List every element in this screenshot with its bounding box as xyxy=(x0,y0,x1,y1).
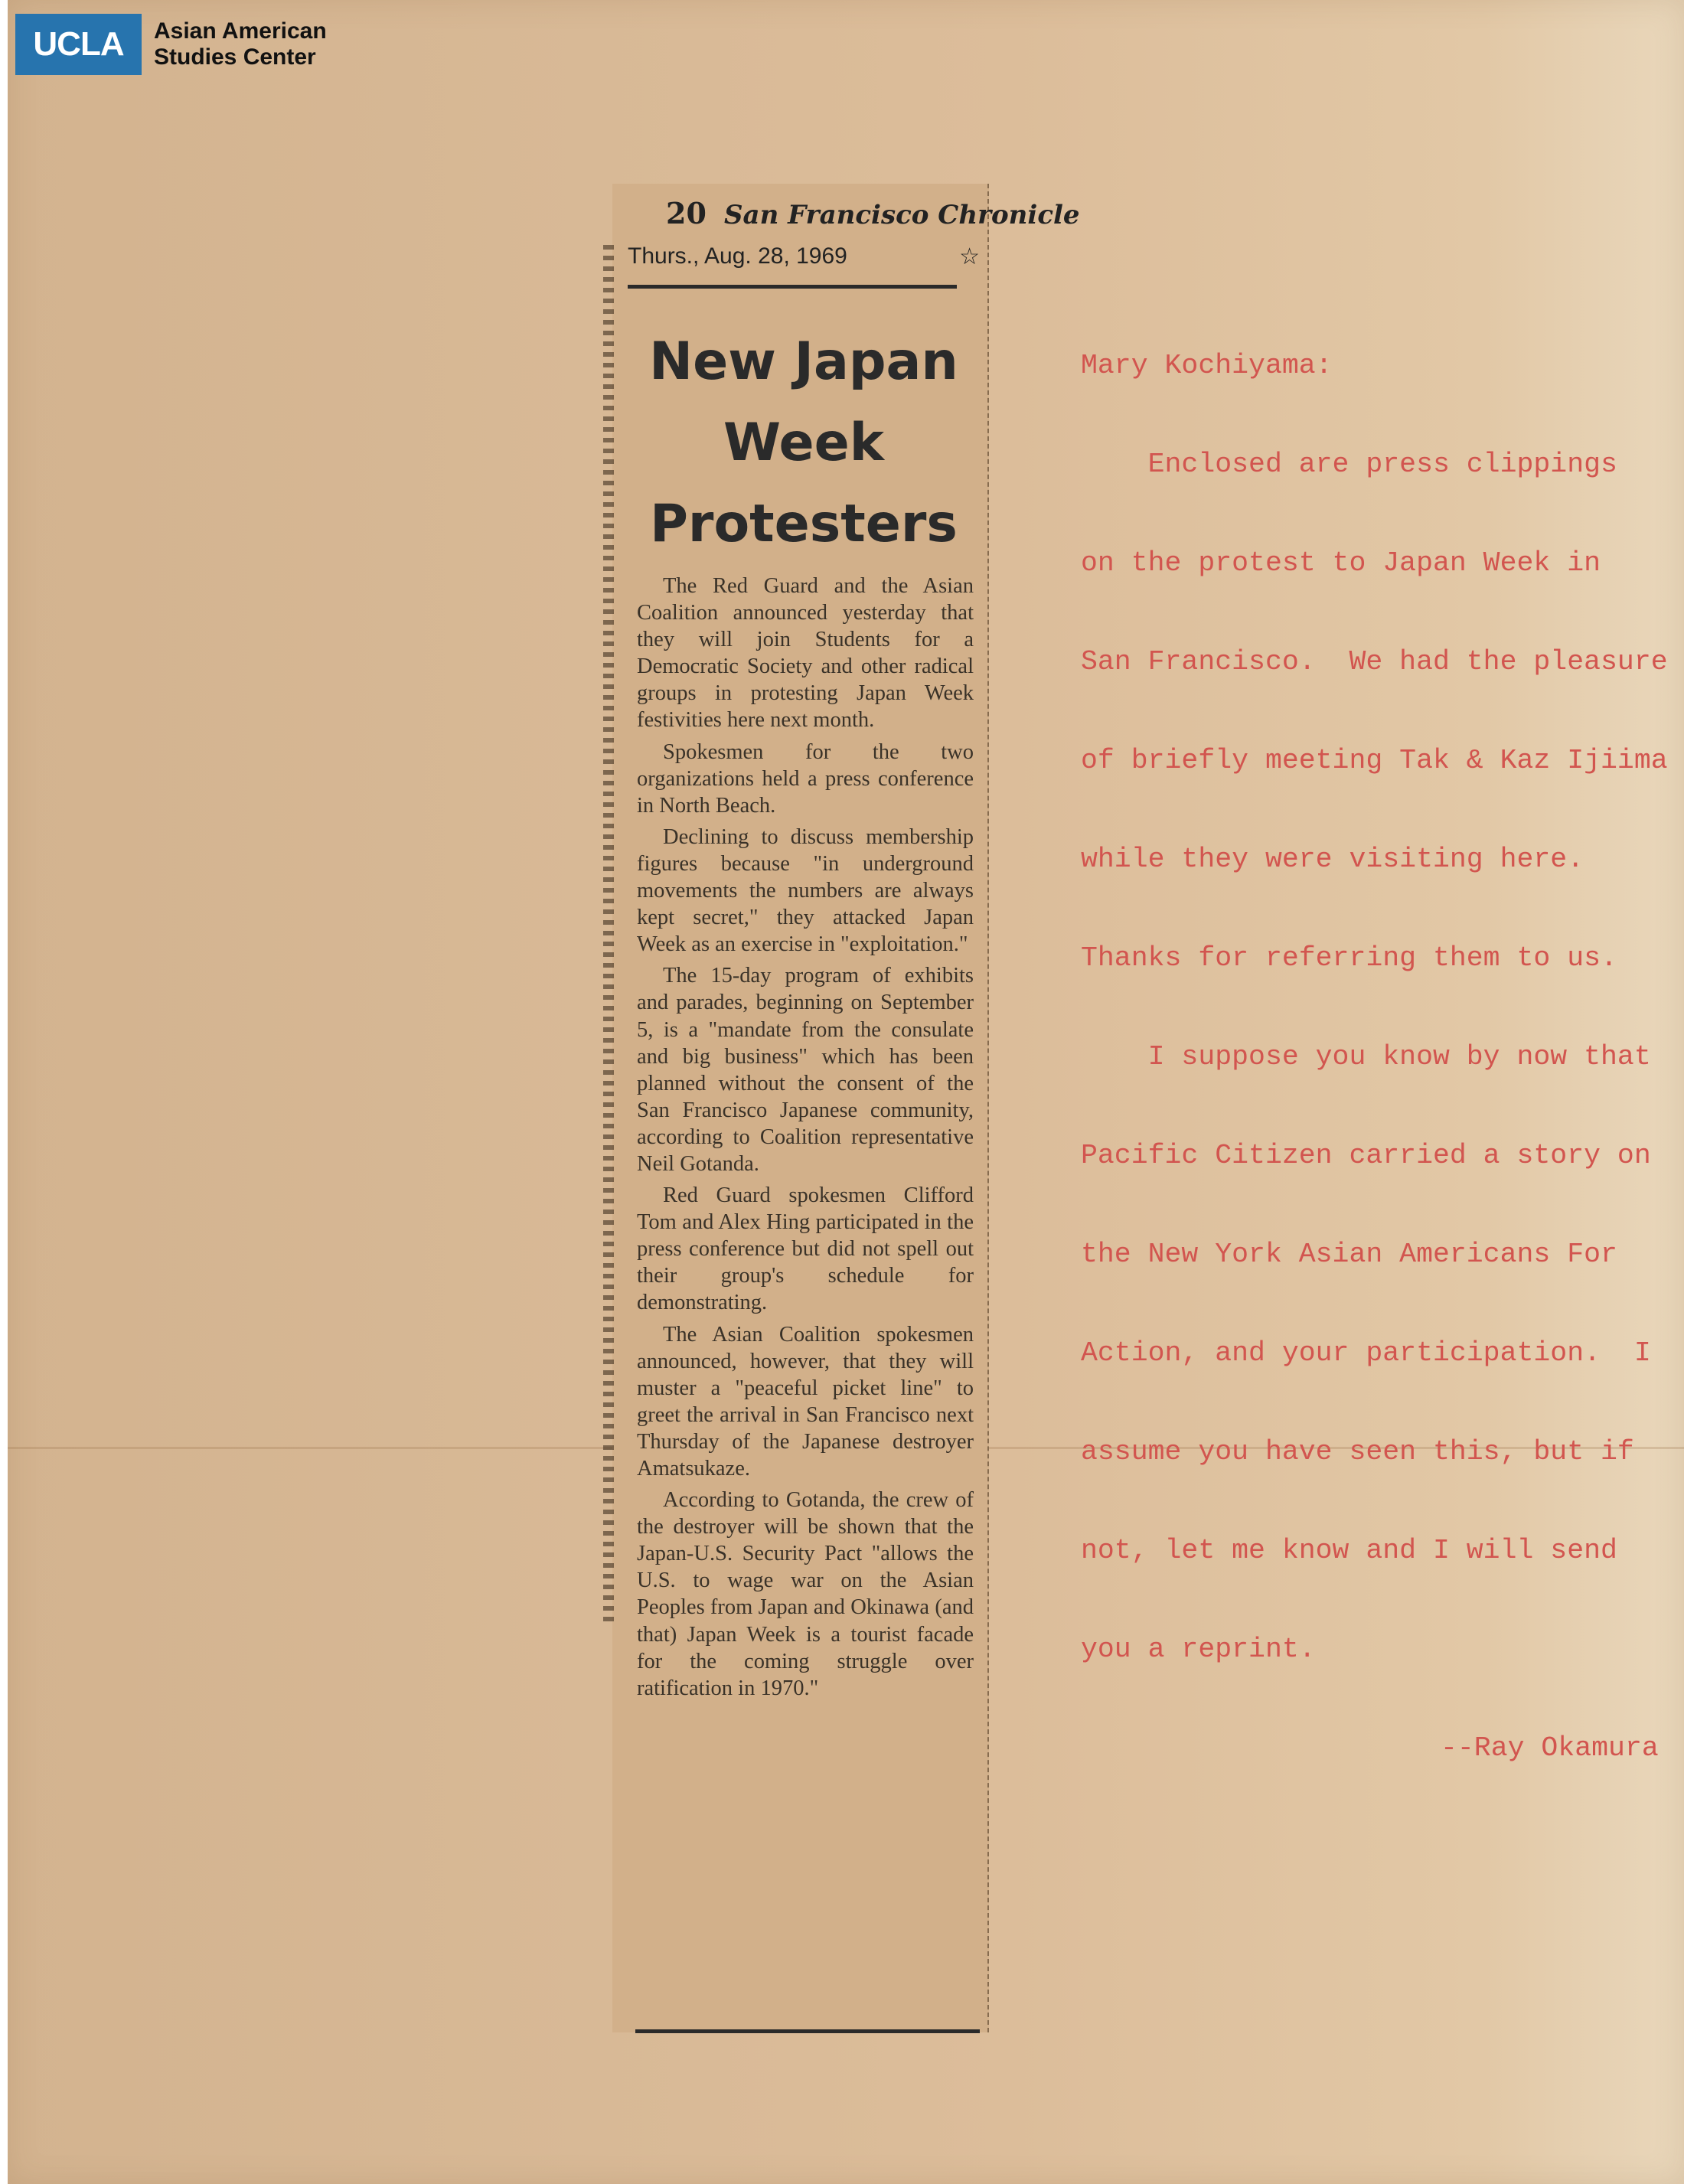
newspaper-name: San Francisco Chronicle xyxy=(723,200,1080,230)
article-body xyxy=(637,573,974,1706)
center-name xyxy=(154,18,327,70)
note-line: not, let me know and I will send xyxy=(1081,1535,1617,1566)
headline xyxy=(628,322,980,565)
page-number: 20 xyxy=(666,196,707,230)
note-line: Thanks for referring them to us. xyxy=(1081,942,1617,974)
dateline xyxy=(628,243,980,270)
star-icon: ☆ xyxy=(959,244,980,269)
note-line: on the protest to Japan Week in xyxy=(1081,547,1601,579)
note-signature: --Ray Okamura xyxy=(1441,1732,1659,1764)
article-paragraph: The Asian Coalition spokesmen announced, however, that they will muster a "peaceful picket line" to greet the arrival in San Francisco next Thursday of the Japanese destroyer Amatsukaze. xyxy=(637,1322,974,1480)
top-rule xyxy=(628,285,957,289)
article-paragraph: Red Guard spokesmen Clifford Tom and Alex Hing participated in the press conference but did not spell out their group's schedule for demonstrating. xyxy=(637,1183,974,1315)
center-name-line-1: Asian American xyxy=(154,18,327,44)
ucla-logo-box: UCLA xyxy=(15,14,142,75)
article-paragraph: According to Gotanda, the crew of the destroyer will be shown that the Japan-U.S. Security Pact "allows the U.S. to wage war on the Asian Peoples from Japan and Okinawa (and that) Japan Week is a tourist facade for the coming struggle over ratification in 1970." xyxy=(637,1488,974,1700)
ucla-logo xyxy=(15,14,327,75)
note-line: you a reprint. xyxy=(1081,1634,1316,1665)
note-salutation: Mary Kochiyama: xyxy=(1081,350,1333,381)
center-name-line-2: Studies Center xyxy=(154,44,316,70)
note-line: while they were visiting here. xyxy=(1081,844,1584,875)
masthead xyxy=(666,196,1080,230)
note-line: I suppose you know by now that xyxy=(1081,1041,1651,1072)
headline-line-3: Protesters xyxy=(650,494,958,554)
torn-edge xyxy=(603,245,614,1623)
article-paragraph: Declining to discuss membership figures because "in underground movements the numbers are always kept secret," they attacked Japan Week as an exercise in "exploitation." xyxy=(637,824,974,957)
note-line: Action, and your participation. I xyxy=(1081,1337,1651,1369)
article-paragraph: The Red Guard and the Asian Coalition announced yesterday that they will join Students for a Democratic Society and other radical groups in protesting Japan Week festivities here next month. xyxy=(637,574,974,733)
note-line: San Francisco. We had the pleasure xyxy=(1081,646,1668,677)
note-line: the New York Asian Americans For xyxy=(1081,1239,1617,1270)
typed-note xyxy=(1081,283,1684,1797)
publication-date: Thurs., Aug. 28, 1969 xyxy=(628,243,847,269)
headline-line-2: Week xyxy=(723,413,885,473)
note-line: Enclosed are press clippings xyxy=(1081,449,1617,480)
bottom-rule xyxy=(635,2029,980,2033)
newspaper-clipping xyxy=(612,184,1080,2032)
note-line: Pacific Citizen carried a story on xyxy=(1081,1140,1651,1171)
note-line: assume you have seen this, but if xyxy=(1081,1436,1634,1467)
article-paragraph: The 15-day program of exhibits and parades, beginning on September 5, is a "mandate from the consulate and big business" which has been planned without the consent of the San Francisco Japanese community, according to Coalition representative Neil Gotanda. xyxy=(637,964,974,1176)
note-line: of briefly meeting Tak & Kaz Ijiima xyxy=(1081,745,1668,776)
article-paragraph: Spokesmen for the two organizations held a press conference in North Beach. xyxy=(637,739,974,818)
headline-line-1: New Japan xyxy=(649,331,958,392)
